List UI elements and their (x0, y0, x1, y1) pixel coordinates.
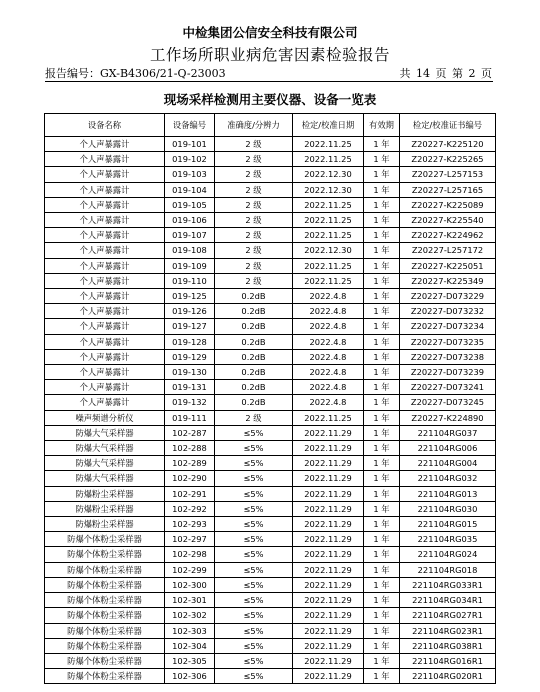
cell-accuracy: ≤5% (215, 608, 293, 623)
cell-name: 个人声暴露计 (45, 395, 165, 410)
cell-name: 个人声暴露计 (45, 304, 165, 319)
cell-certificate: 221104RG020R1 (400, 669, 496, 684)
cell-name: 防爆个体粉尘采样器 (45, 593, 165, 608)
report-number: 报告编号：GX-B4306/21-Q-23003 (45, 67, 226, 80)
table-row (45, 410, 496, 425)
cell-name: 防爆个体粉尘采样器 (45, 532, 165, 547)
cell-accuracy: ≤5% (215, 562, 293, 577)
cell-id: 019-126 (165, 304, 215, 319)
cell-accuracy: 2 级 (215, 152, 293, 167)
cell-id: 102-292 (165, 501, 215, 516)
cell-certificate: 221104RG033R1 (400, 577, 496, 592)
cell-validity: 1 年 (364, 517, 400, 532)
cell-validity: 1 年 (364, 197, 400, 212)
cell-certificate: 221104RG015 (400, 517, 496, 532)
column-header-validity: 有效期 (364, 114, 400, 137)
cell-certificate: Z20227-L257165 (400, 182, 496, 197)
table-row (45, 653, 496, 668)
table-row (45, 562, 496, 577)
cell-name: 个人声暴露计 (45, 319, 165, 334)
cell-name: 防爆个体粉尘采样器 (45, 669, 165, 684)
cell-date: 2022.11.25 (293, 410, 364, 425)
table-row (45, 547, 496, 562)
cell-date: 2022.11.25 (293, 152, 364, 167)
cell-certificate: Z20227-D073232 (400, 304, 496, 319)
table-row (45, 319, 496, 334)
cell-id: 102-289 (165, 456, 215, 471)
cell-name: 个人声暴露计 (45, 289, 165, 304)
cell-certificate: Z20227-L257172 (400, 243, 496, 258)
report-meta-row (45, 63, 493, 82)
cell-id: 019-111 (165, 410, 215, 425)
cell-name: 防爆个体粉尘采样器 (45, 653, 165, 668)
cell-id: 019-109 (165, 258, 215, 273)
cell-validity: 1 年 (364, 228, 400, 243)
cell-validity: 1 年 (364, 471, 400, 486)
cell-certificate: 221104RG023R1 (400, 623, 496, 638)
cell-id: 102-305 (165, 653, 215, 668)
cell-certificate: 221104RG032 (400, 471, 496, 486)
cell-name: 个人声暴露计 (45, 349, 165, 364)
table-row (45, 334, 496, 349)
cell-date: 2022.11.25 (293, 137, 364, 152)
column-header-date: 检定/校准日期 (293, 114, 364, 137)
cell-name: 噪声频谱分析仪 (45, 410, 165, 425)
cell-accuracy: 2 级 (215, 137, 293, 152)
cell-validity: 1 年 (364, 273, 400, 288)
cell-accuracy: 0.2dB (215, 380, 293, 395)
cell-name: 防爆个体粉尘采样器 (45, 577, 165, 592)
cell-validity: 1 年 (364, 380, 400, 395)
cell-date: 2022.11.29 (293, 425, 364, 440)
cell-accuracy: ≤5% (215, 471, 293, 486)
cell-name: 个人声暴露计 (45, 334, 165, 349)
cell-id: 019-110 (165, 273, 215, 288)
cell-validity: 1 年 (364, 258, 400, 273)
cell-name: 防爆大气采样器 (45, 456, 165, 471)
cell-id: 102-291 (165, 486, 215, 501)
cell-date: 2022.12.30 (293, 167, 364, 182)
cell-date: 2022.11.25 (293, 228, 364, 243)
cell-date: 2022.12.30 (293, 182, 364, 197)
cell-certificate: Z20227-D073245 (400, 395, 496, 410)
cell-id: 019-104 (165, 182, 215, 197)
cell-validity: 1 年 (364, 623, 400, 638)
cell-id: 102-304 (165, 638, 215, 653)
cell-date: 2022.11.25 (293, 258, 364, 273)
table-row (45, 425, 496, 440)
cell-name: 个人声暴露计 (45, 380, 165, 395)
cell-date: 2022.11.29 (293, 577, 364, 592)
table-row (45, 517, 496, 532)
cell-id: 019-130 (165, 365, 215, 380)
cell-validity: 1 年 (364, 653, 400, 668)
column-header-accuracy: 准确度/分辨力 (215, 114, 293, 137)
cell-date: 2022.11.29 (293, 623, 364, 638)
total-prefix: 共 (399, 67, 411, 80)
cell-name: 个人声暴露计 (45, 243, 165, 258)
cell-accuracy: ≤5% (215, 623, 293, 638)
cell-date: 2022.4.8 (293, 395, 364, 410)
current-suffix: 页 (481, 67, 492, 80)
table-row (45, 197, 496, 212)
cell-certificate: Z20227-K225051 (400, 258, 496, 273)
cell-name: 个人声暴露计 (45, 137, 165, 152)
cell-name: 个人声暴露计 (45, 167, 165, 182)
cell-id: 102-290 (165, 471, 215, 486)
table-row (45, 395, 496, 410)
cell-id: 019-107 (165, 228, 215, 243)
cell-date: 2022.11.29 (293, 441, 364, 456)
table-row (45, 669, 496, 684)
cell-accuracy: 2 级 (215, 182, 293, 197)
cell-validity: 1 年 (364, 395, 400, 410)
table-row (45, 593, 496, 608)
cell-date: 2022.4.8 (293, 304, 364, 319)
cell-id: 102-306 (165, 669, 215, 684)
cell-id: 019-103 (165, 167, 215, 182)
cell-validity: 1 年 (364, 456, 400, 471)
table-row (45, 471, 496, 486)
table-row (45, 365, 496, 380)
cell-certificate: Z20227-K225120 (400, 137, 496, 152)
column-header-certificate: 检定/校准证书编号 (400, 114, 496, 137)
table-row (45, 152, 496, 167)
cell-validity: 1 年 (364, 182, 400, 197)
cell-name: 防爆大气采样器 (45, 441, 165, 456)
cell-accuracy: 2 级 (215, 213, 293, 228)
cell-name: 个人声暴露计 (45, 365, 165, 380)
cell-id: 102-293 (165, 517, 215, 532)
current-prefix: 第 (452, 67, 463, 80)
cell-certificate: 221104RG027R1 (400, 608, 496, 623)
cell-name: 个人声暴露计 (45, 152, 165, 167)
cell-validity: 1 年 (364, 243, 400, 258)
cell-certificate: 221104RG024 (400, 547, 496, 562)
cell-date: 2022.11.29 (293, 562, 364, 577)
table-row (45, 441, 496, 456)
cell-accuracy: 0.2dB (215, 319, 293, 334)
cell-id: 019-106 (165, 213, 215, 228)
cell-date: 2022.4.8 (293, 334, 364, 349)
cell-date: 2022.4.8 (293, 365, 364, 380)
cell-accuracy: ≤5% (215, 441, 293, 456)
cell-certificate: Z20227-K225089 (400, 197, 496, 212)
page-word: 页 (435, 67, 447, 80)
cell-date: 2022.11.25 (293, 213, 364, 228)
cell-id: 019-127 (165, 319, 215, 334)
cell-certificate: 221104RG018 (400, 562, 496, 577)
table-row (45, 577, 496, 592)
cell-accuracy: ≤5% (215, 653, 293, 668)
table-row (45, 501, 496, 516)
cell-accuracy: 0.2dB (215, 349, 293, 364)
cell-date: 2022.11.29 (293, 593, 364, 608)
cell-name: 防爆大气采样器 (45, 471, 165, 486)
cell-accuracy: 2 级 (215, 197, 293, 212)
cell-validity: 1 年 (364, 319, 400, 334)
cell-date: 2022.11.29 (293, 653, 364, 668)
cell-certificate: Z20227-D073241 (400, 380, 496, 395)
cell-date: 2022.11.29 (293, 669, 364, 684)
cell-validity: 1 年 (364, 289, 400, 304)
cell-validity: 1 年 (364, 425, 400, 440)
cell-accuracy: 2 级 (215, 243, 293, 258)
cell-name: 防爆个体粉尘采样器 (45, 547, 165, 562)
cell-name: 防爆个体粉尘采样器 (45, 623, 165, 638)
table-row (45, 289, 496, 304)
cell-date: 2022.11.25 (293, 197, 364, 212)
cell-date: 2022.11.29 (293, 608, 364, 623)
cell-date: 2022.11.29 (293, 532, 364, 547)
table-row (45, 349, 496, 364)
cell-accuracy: 2 级 (215, 273, 293, 288)
cell-date: 2022.12.30 (293, 243, 364, 258)
cell-date: 2022.4.8 (293, 319, 364, 334)
cell-accuracy: ≤5% (215, 532, 293, 547)
table-row (45, 182, 496, 197)
table-header-row (45, 114, 496, 137)
cell-id: 019-128 (165, 334, 215, 349)
cell-certificate: Z20227-L257153 (400, 167, 496, 182)
cell-accuracy: 2 级 (215, 167, 293, 182)
cell-id: 102-288 (165, 441, 215, 456)
cell-id: 019-101 (165, 137, 215, 152)
cell-id: 019-108 (165, 243, 215, 258)
cell-name: 个人声暴露计 (45, 228, 165, 243)
cell-accuracy: ≤5% (215, 593, 293, 608)
cell-validity: 1 年 (364, 349, 400, 364)
cell-certificate: Z20227-K225349 (400, 273, 496, 288)
cell-accuracy: 0.2dB (215, 334, 293, 349)
cell-certificate: Z20227-D073234 (400, 319, 496, 334)
table-row (45, 304, 496, 319)
cell-certificate: Z20227-K225265 (400, 152, 496, 167)
cell-validity: 1 年 (364, 152, 400, 167)
cell-validity: 1 年 (364, 562, 400, 577)
current-page: 2 (468, 67, 476, 80)
cell-accuracy: 0.2dB (215, 289, 293, 304)
cell-accuracy: 0.2dB (215, 365, 293, 380)
cell-accuracy: 0.2dB (215, 304, 293, 319)
cell-date: 2022.11.29 (293, 486, 364, 501)
column-header-id: 设备编号 (165, 114, 215, 137)
cell-accuracy: ≤5% (215, 547, 293, 562)
table-row (45, 258, 496, 273)
cell-name: 防爆个体粉尘采样器 (45, 562, 165, 577)
total-pages: 14 (416, 67, 430, 80)
table-row (45, 638, 496, 653)
cell-certificate: Z20227-K224962 (400, 228, 496, 243)
cell-validity: 1 年 (364, 486, 400, 501)
cell-accuracy: ≤5% (215, 501, 293, 516)
cell-id: 102-297 (165, 532, 215, 547)
cell-accuracy: ≤5% (215, 638, 293, 653)
cell-accuracy: ≤5% (215, 456, 293, 471)
table-row (45, 623, 496, 638)
cell-id: 019-125 (165, 289, 215, 304)
table-row (45, 380, 496, 395)
cell-id: 102-287 (165, 425, 215, 440)
cell-validity: 1 年 (364, 669, 400, 684)
cell-id: 019-131 (165, 380, 215, 395)
cell-validity: 1 年 (364, 213, 400, 228)
table-row (45, 228, 496, 243)
cell-certificate: 221104RG013 (400, 486, 496, 501)
cell-id: 019-129 (165, 349, 215, 364)
cell-validity: 1 年 (364, 547, 400, 562)
cell-validity: 1 年 (364, 137, 400, 152)
table-row (45, 532, 496, 547)
cell-validity: 1 年 (364, 593, 400, 608)
cell-validity: 1 年 (364, 334, 400, 349)
company-name: 中检集团公信安全科技有限公司 (182, 25, 358, 40)
cell-date: 2022.4.8 (293, 349, 364, 364)
cell-certificate: Z20227-K225540 (400, 213, 496, 228)
cell-date: 2022.11.29 (293, 547, 364, 562)
cell-name: 防爆个体粉尘采样器 (45, 608, 165, 623)
cell-date: 2022.4.8 (293, 380, 364, 395)
cell-certificate: Z20227-D073229 (400, 289, 496, 304)
page-indicator (399, 65, 494, 81)
cell-validity: 1 年 (364, 532, 400, 547)
cell-id: 102-303 (165, 623, 215, 638)
cell-certificate: Z20227-K224890 (400, 410, 496, 425)
cell-certificate: 221104RG035 (400, 532, 496, 547)
cell-accuracy: ≤5% (215, 425, 293, 440)
table-row (45, 273, 496, 288)
cell-accuracy: 2 级 (215, 410, 293, 425)
cell-id: 019-132 (165, 395, 215, 410)
cell-validity: 1 年 (364, 441, 400, 456)
cell-certificate: Z20227-D073235 (400, 334, 496, 349)
cell-validity: 1 年 (364, 365, 400, 380)
cell-date: 2022.11.29 (293, 517, 364, 532)
cell-id: 019-105 (165, 197, 215, 212)
cell-name: 个人声暴露计 (45, 258, 165, 273)
cell-certificate: 221104RG016R1 (400, 653, 496, 668)
cell-name: 防爆粉尘采样器 (45, 486, 165, 501)
cell-name: 个人声暴露计 (45, 273, 165, 288)
cell-certificate: Z20227-D073238 (400, 349, 496, 364)
cell-validity: 1 年 (364, 501, 400, 516)
cell-id: 102-302 (165, 608, 215, 623)
table-row (45, 608, 496, 623)
cell-certificate: 221104RG037 (400, 425, 496, 440)
cell-accuracy: ≤5% (215, 486, 293, 501)
cell-accuracy: 2 级 (215, 258, 293, 273)
cell-validity: 1 年 (364, 608, 400, 623)
column-header-name: 设备名称 (45, 114, 165, 137)
cell-accuracy: ≤5% (215, 517, 293, 532)
cell-accuracy: 0.2dB (215, 395, 293, 410)
table-body (45, 137, 496, 684)
cell-certificate: 221104RG006 (400, 441, 496, 456)
cell-name: 防爆粉尘采样器 (45, 501, 165, 516)
cell-date: 2022.4.8 (293, 289, 364, 304)
equipment-table (44, 113, 496, 684)
cell-date: 2022.11.29 (293, 501, 364, 516)
cell-id: 019-102 (165, 152, 215, 167)
cell-validity: 1 年 (364, 577, 400, 592)
table-row (45, 213, 496, 228)
cell-validity: 1 年 (364, 410, 400, 425)
cell-certificate: Z20227-D073239 (400, 365, 496, 380)
cell-validity: 1 年 (364, 638, 400, 653)
cell-id: 102-301 (165, 593, 215, 608)
table-row (45, 137, 496, 152)
cell-date: 2022.11.29 (293, 471, 364, 486)
section-title: 现场采样检测用主要仪器、设备一览表 (163, 92, 377, 107)
cell-certificate: 221104RG034R1 (400, 593, 496, 608)
table-row (45, 456, 496, 471)
cell-certificate: 221104RG038R1 (400, 638, 496, 653)
cell-date: 2022.11.25 (293, 273, 364, 288)
cell-accuracy: ≤5% (215, 669, 293, 684)
table-row (45, 486, 496, 501)
cell-name: 个人声暴露计 (45, 182, 165, 197)
cell-name: 防爆大气采样器 (45, 425, 165, 440)
table-row (45, 167, 496, 182)
table-row (45, 243, 496, 258)
cell-certificate: 221104RG004 (400, 456, 496, 471)
cell-date: 2022.11.29 (293, 456, 364, 471)
cell-name: 个人声暴露计 (45, 213, 165, 228)
cell-name: 防爆个体粉尘采样器 (45, 638, 165, 653)
cell-id: 102-299 (165, 562, 215, 577)
cell-name: 个人声暴露计 (45, 197, 165, 212)
cell-certificate: 221104RG030 (400, 501, 496, 516)
cell-id: 102-298 (165, 547, 215, 562)
report-title: 工作场所职业病危害因素检验报告 (149, 46, 390, 64)
cell-date: 2022.11.29 (293, 638, 364, 653)
cell-id: 102-300 (165, 577, 215, 592)
cell-name: 防爆粉尘采样器 (45, 517, 165, 532)
cell-validity: 1 年 (364, 304, 400, 319)
cell-accuracy: 2 级 (215, 228, 293, 243)
cell-accuracy: ≤5% (215, 577, 293, 592)
cell-validity: 1 年 (364, 167, 400, 182)
